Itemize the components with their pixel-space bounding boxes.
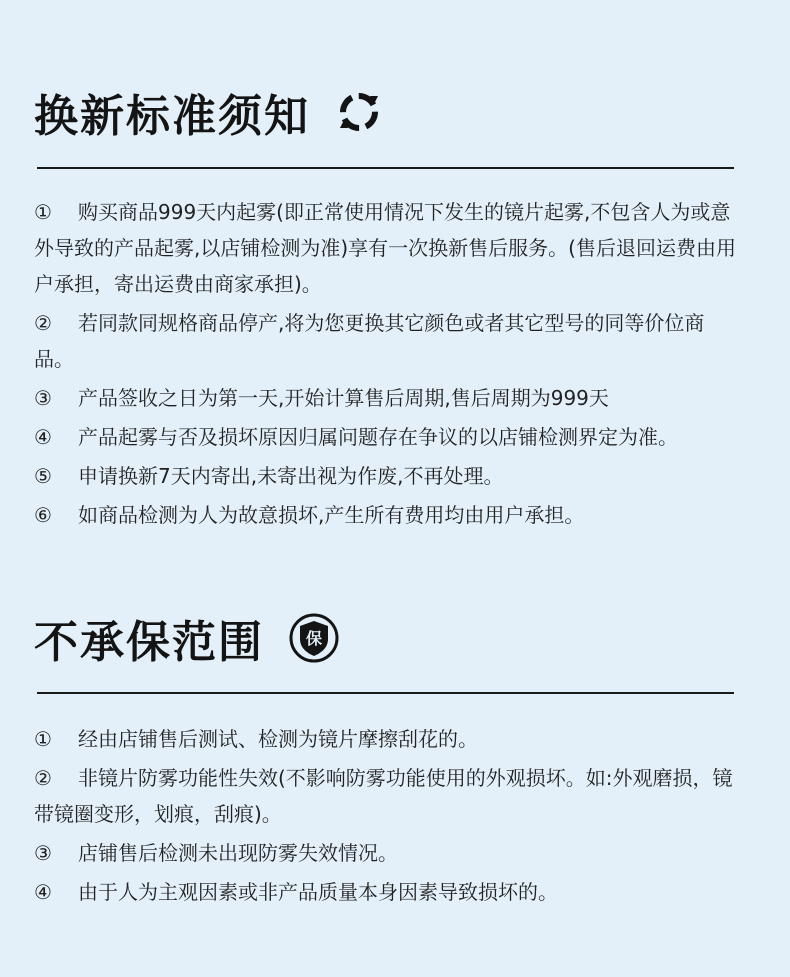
item-number: ④ — [34, 880, 52, 904]
item-number: ① — [34, 727, 52, 751]
item-number: ② — [34, 766, 52, 790]
item-number: ⑥ — [34, 503, 52, 527]
item-number: ⑤ — [34, 464, 52, 488]
divider-rule — [37, 692, 734, 694]
item-text: 如商品检测为人为故意损坏,产生所有费用均由用户承担。 — [78, 503, 585, 527]
list-item — [34, 497, 744, 533]
item-number: ④ — [34, 425, 52, 449]
item-number: ③ — [34, 386, 52, 410]
item-text: 购买商品999天内起雾(即正常使用情况下发生的镜片起雾,不包含人为或意外导致的产品起雾,以店铺检测为准)享有一次换新售后服务。(售后退回运费由用户承担，寄出运费由商家承担)。 — [34, 200, 736, 296]
item-text: 店铺售后检测未出现防雾失效情况。 — [78, 841, 398, 865]
list-item — [34, 721, 744, 757]
item-text: 非镜片防雾功能性失效(不影响防雾功能使用的外观损坏。如:外观磨损，镜带镜圈变形，划痕，刮痕)。 — [34, 766, 733, 826]
item-text: 产品签收之日为第一天,开始计算售后周期,售后周期为999天 — [78, 386, 609, 410]
list-item — [34, 458, 744, 494]
list-item — [34, 874, 744, 910]
section-header-exchange — [34, 82, 744, 142]
exclusions-list — [34, 721, 744, 910]
item-text: 申请换新7天内寄出,未寄出视为作废,不再处理。 — [78, 464, 504, 488]
item-number: ① — [34, 200, 52, 224]
section-header-exclusions — [34, 608, 744, 668]
exchange-terms-list — [34, 194, 744, 533]
item-number: ③ — [34, 841, 52, 865]
item-text: 由于人为主观因素或非产品质量本身因素导致损坏的。 — [78, 880, 558, 904]
list-item — [34, 760, 744, 832]
shield-bao-char: 保 — [305, 629, 323, 648]
divider-rule — [37, 167, 734, 169]
shield-bao-icon — [288, 612, 340, 664]
list-item — [34, 419, 744, 455]
item-number: ② — [34, 311, 52, 335]
heading-exchange-policy: 换新标准须知 — [34, 91, 310, 142]
item-text: 若同款同规格商品停产,将为您更换其它颜色或者其它型号的同等价位商品。 — [34, 311, 705, 371]
item-text: 经由店铺售后测试、检测为镜片摩擦刮花的。 — [78, 727, 478, 751]
list-item — [34, 835, 744, 871]
list-item — [34, 305, 744, 377]
list-item — [34, 380, 744, 416]
list-item — [34, 194, 744, 302]
item-text: 产品起雾与否及损坏原因归属问题存在争议的以店铺检测界定为准。 — [78, 425, 678, 449]
heading-not-covered: 不承保范围 — [34, 617, 264, 668]
refresh-cycle-icon — [334, 87, 384, 137]
